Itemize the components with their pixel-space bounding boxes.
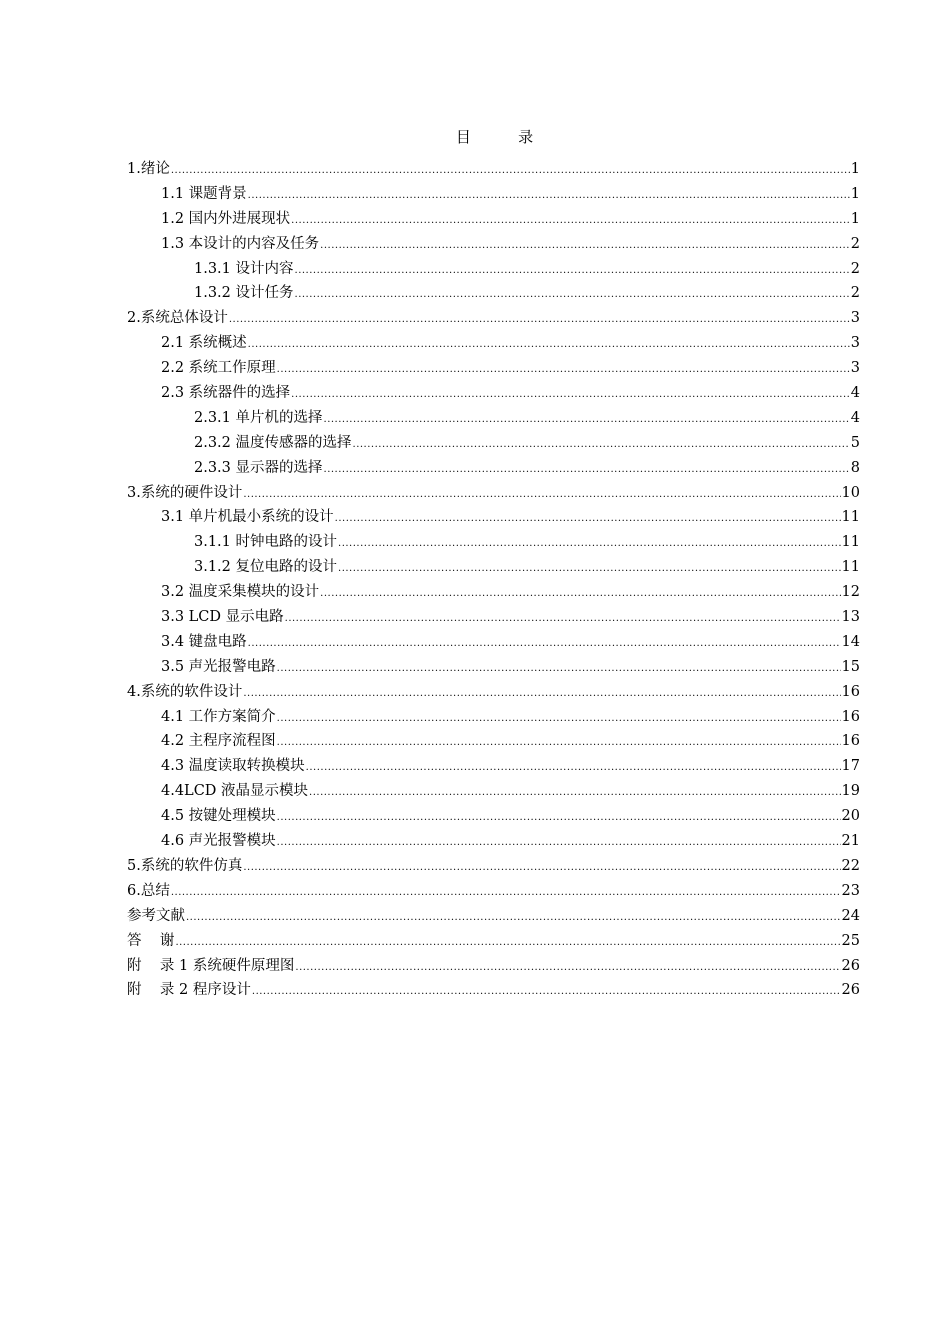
toc-entry[interactable] <box>127 904 860 929</box>
toc-entry-page-number: 1 <box>850 161 860 177</box>
toc-dot-leader <box>320 234 850 259</box>
toc-entry-label: 2.3.1 单片机的选择 <box>194 409 323 426</box>
toc-entry[interactable] <box>127 779 860 804</box>
toc-dot-leader <box>171 159 850 184</box>
toc-entry[interactable] <box>127 854 860 879</box>
toc-entry-page-number: 24 <box>841 907 860 924</box>
toc-entry-page-number: 10 <box>841 484 860 501</box>
toc-entry-page-number: 3 <box>850 310 860 327</box>
toc-dot-leader <box>248 184 850 209</box>
toc-dot-leader <box>338 532 841 557</box>
toc-entry-label: 3.1.1 时钟电路的设计 <box>194 534 338 551</box>
toc-entry-page-number: 21 <box>841 833 860 850</box>
toc-dot-leader <box>353 433 850 458</box>
toc-dot-leader <box>306 756 841 781</box>
toc-entry-label: 2.2 系统工作原理 <box>161 360 276 377</box>
toc-entry[interactable] <box>127 879 860 904</box>
toc-entry-page-number: 20 <box>841 808 860 825</box>
toc-entry-label: 3.4 键盘电路 <box>161 633 247 650</box>
toc-entry[interactable] <box>127 182 860 207</box>
toc-dot-leader <box>186 906 841 931</box>
toc-entry-label: 3.3 LCD 显示电路 <box>161 609 284 626</box>
toc-entry-page-number: 11 <box>841 534 860 551</box>
toc-entry[interactable] <box>127 655 860 680</box>
toc-entry-page-number: 2 <box>850 235 860 252</box>
toc-entry-page-number: 8 <box>850 459 860 476</box>
toc-dot-leader <box>175 931 840 956</box>
toc-entry-label: 6.总结 <box>127 882 170 899</box>
toc-entry-page-number: 22 <box>841 857 860 874</box>
toc-dot-leader <box>338 557 841 582</box>
toc-entry[interactable] <box>127 281 860 306</box>
toc-entry-label: 4.2 主程序流程图 <box>161 733 276 750</box>
toc-entry[interactable] <box>127 978 860 1003</box>
toc-dot-leader <box>277 731 841 756</box>
toc-entry-page-number: 11 <box>841 509 860 526</box>
toc-entry[interactable] <box>127 605 860 630</box>
toc-dot-leader <box>171 881 841 906</box>
toc-entry-label: 5.系统的软件仿真 <box>127 857 243 874</box>
toc-entry-page-number: 5 <box>850 434 860 451</box>
toc-entry-page-number: 12 <box>841 584 860 601</box>
toc-entry-label: 1.3 本设计的内容及任务 <box>161 235 320 252</box>
toc-dot-leader <box>309 781 841 806</box>
toc-entry-label: 1.1 课题背景 <box>161 185 247 202</box>
toc-entry-page-number: 13 <box>841 609 860 626</box>
toc-dot-leader <box>324 408 850 433</box>
toc-entry[interactable] <box>127 580 860 605</box>
toc-entry-label: 4.5 按键处理模块 <box>161 808 276 825</box>
toc-entry-label: 附 录 2 程序设计 <box>127 982 251 999</box>
toc-entry[interactable] <box>127 456 860 481</box>
toc-entry-page-number: 14 <box>841 633 860 650</box>
toc-entry[interactable] <box>127 257 860 282</box>
toc-entry[interactable] <box>127 555 860 580</box>
toc-entry-label: 4.1 工作方案简介 <box>161 708 276 725</box>
toc-entry[interactable] <box>127 331 860 356</box>
toc-entry-page-number: 25 <box>841 932 860 949</box>
toc-entry-label: 3.1 单片机最小系统的设计 <box>161 509 334 526</box>
toc-dot-leader <box>295 259 850 284</box>
toc-entry-page-number: 16 <box>841 733 860 750</box>
toc-entry-page-number: 2 <box>850 260 860 277</box>
toc-entry-label: 2.系统总体设计 <box>127 310 228 327</box>
toc-dot-leader <box>277 707 841 732</box>
toc-entry[interactable] <box>127 232 860 257</box>
toc-entry-label: 2.3.3 显示器的选择 <box>194 459 323 476</box>
toc-dot-leader <box>229 308 850 333</box>
toc-entry-page-number: 1 <box>850 185 860 202</box>
toc-entry[interactable] <box>127 381 860 406</box>
toc-dot-leader <box>277 358 850 383</box>
toc-entry-label: 4.4LCD 液晶显示模块 <box>161 783 309 800</box>
toc-dot-leader <box>243 682 840 707</box>
toc-entry[interactable] <box>127 207 860 232</box>
toc-dot-leader <box>295 956 840 981</box>
toc-entry-page-number: 15 <box>841 658 860 675</box>
toc-entry[interactable] <box>127 431 860 456</box>
toc-entry-label: 2.3.2 温度传感器的选择 <box>194 434 352 451</box>
toc-entry-page-number: 1 <box>850 210 860 227</box>
toc-entry[interactable] <box>127 356 860 381</box>
toc-entry-label: 1.2 国内外进展现状 <box>161 210 291 227</box>
toc-entry[interactable] <box>127 954 860 979</box>
toc-dot-leader <box>277 806 841 831</box>
toc-entry[interactable] <box>127 505 860 530</box>
toc-entry-page-number: 17 <box>841 758 860 775</box>
toc-entry-page-number: 19 <box>841 783 860 800</box>
toc-entry[interactable] <box>127 729 860 754</box>
toc-dot-leader <box>291 209 850 234</box>
toc-entry[interactable] <box>127 680 860 705</box>
toc-entry[interactable] <box>127 929 860 954</box>
toc-entry-page-number: 4 <box>850 385 860 402</box>
toc-entry[interactable] <box>127 306 860 331</box>
toc-dot-leader <box>243 856 840 881</box>
toc-entry[interactable] <box>127 754 860 779</box>
toc-dot-leader <box>277 657 841 682</box>
toc-entry[interactable] <box>127 829 860 854</box>
table-of-contents <box>127 157 860 1003</box>
toc-entry-page-number: 16 <box>841 708 860 725</box>
toc-entry-page-number: 3 <box>850 360 860 377</box>
toc-dot-leader <box>295 283 850 308</box>
toc-entry-label: 参考文献 <box>127 907 185 924</box>
toc-entry-page-number: 26 <box>841 982 860 999</box>
toc-entry[interactable] <box>127 804 860 829</box>
toc-entry-page-number: 16 <box>841 683 860 700</box>
toc-entry[interactable] <box>127 530 860 555</box>
toc-entry-label: 3.5 声光报警电路 <box>161 658 276 675</box>
toc-entry-label: 2.3 系统器件的选择 <box>161 385 291 402</box>
toc-entry-page-number: 3 <box>850 335 860 352</box>
toc-entry-label: 4.6 声光报警模块 <box>161 833 276 850</box>
toc-dot-leader <box>243 483 840 508</box>
toc-entry-label: 2.1 系统概述 <box>161 335 247 352</box>
toc-entry-page-number: 23 <box>841 882 860 899</box>
toc-dot-leader <box>335 507 841 532</box>
toc-entry-label: 3.2 温度采集模块的设计 <box>161 584 320 601</box>
toc-entry[interactable] <box>127 705 860 730</box>
toc-dot-leader <box>277 831 841 856</box>
toc-entry-label: 3.1.2 复位电路的设计 <box>194 559 338 576</box>
toc-dot-leader <box>324 458 850 483</box>
toc-entry[interactable] <box>127 630 860 655</box>
toc-entry[interactable] <box>127 481 860 506</box>
page-title: 目 录 <box>455 128 535 146</box>
toc-entry-label: 附 录 1 系统硬件原理图 <box>127 957 295 974</box>
toc-dot-leader <box>291 383 850 408</box>
toc-entry[interactable] <box>127 157 860 182</box>
toc-entry-label: 4.3 温度读取转换模块 <box>161 758 305 775</box>
toc-entry-page-number: 4 <box>850 409 860 426</box>
toc-dot-leader <box>320 582 840 607</box>
toc-entry-label: 3.系统的硬件设计 <box>127 484 243 501</box>
toc-entry-page-number: 11 <box>841 559 860 576</box>
toc-entry-label: 4.系统的软件设计 <box>127 683 243 700</box>
toc-entry-label: 答 谢 <box>127 932 175 949</box>
toc-entry-page-number: 26 <box>841 957 860 974</box>
toc-dot-leader <box>248 333 850 358</box>
toc-entry[interactable] <box>127 406 860 431</box>
toc-entry-label: 1.3.2 设计任务 <box>194 285 294 302</box>
toc-entry-label: 1.3.1 设计内容 <box>194 260 294 277</box>
toc-dot-leader <box>252 980 841 1005</box>
toc-dot-leader <box>248 632 841 657</box>
toc-dot-leader <box>285 607 841 632</box>
toc-entry-label: 1.绪论 <box>127 161 170 177</box>
toc-entry-page-number: 2 <box>850 285 860 302</box>
